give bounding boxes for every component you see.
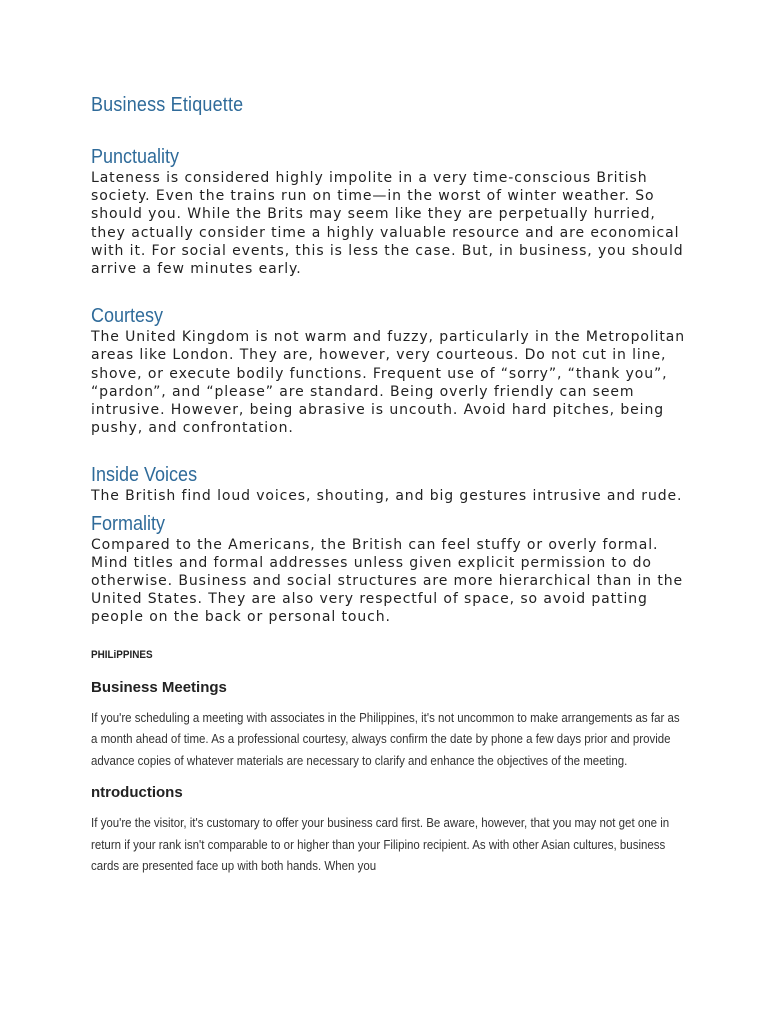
section-inside-voices	[91, 463, 691, 505]
subsection-body: If you're scheduling a meeting with associates in the Philippines, it's not uncommon to make arrangements as far as a month ahead of time. As a professional courtesy, always confirm the date by phone a few days prior and provide advance copies of whatever materials are necessary to clarify and enhance the objectives of the meeting.	[91, 710, 680, 768]
subsection-heading: Business Meetings	[91, 678, 227, 696]
section-punctuality	[91, 145, 691, 278]
spacer	[91, 437, 691, 463]
section-body: Lateness is considered highly impolite in a very time-conscious British society. Even the trains run on time—in the worst of winter weather. So should you. While the Brits may seem like they are perpetually hurried, they actually consider time a highly valuable resource and are economical with it. For social events, this is less the case. But, in business, you should arrive a few minutes early.	[91, 170, 684, 278]
section-body: The British find loud voices, shouting, and big gestures intrusive and rude.	[91, 488, 683, 505]
section-formality	[91, 512, 691, 627]
section-heading: Courtesy	[91, 305, 164, 328]
subsection-business-meetings	[91, 679, 691, 773]
section-body: The United Kingdom is not warm and fuzzy, particularly in the Metropolitan areas like London. They are, however, very courteous. Do not cut in line, shove, or execute bodily functions. Frequent use of “sorry”, “thank you”, “pardon”, and “please” are standard. Being overly friendly can seem intrusive. However, being abrasive is uncouth. Avoid hard pitches, being pushy, and confrontation.	[91, 329, 686, 437]
section-courtesy	[91, 304, 691, 437]
subsection-body: If you're the visitor, it's customary to offer your business card first. Be aware, however, that you may not get one in return if your rank isn't comparable to or higher than your Filipino recipient. As with other Asian cultures, business cards are presented face up with both hands. When you	[91, 816, 670, 874]
document-content	[91, 94, 691, 890]
country-label: PHILiPPINES	[91, 648, 153, 661]
page-title: Business Etiquette	[91, 94, 244, 116]
section-heading: Formality	[91, 512, 166, 535]
subsection-heading: ntroductions	[91, 784, 183, 802]
section-heading: Inside Voices	[91, 464, 198, 487]
spacer	[91, 278, 691, 304]
section-heading: Punctuality	[91, 146, 180, 168]
subsection-introductions	[91, 784, 691, 878]
section-body: Compared to the Americans, the British can feel stuffy or overly formal. Mind titles and formal addresses unless given explicit permission to do otherwise. Business and social structures are more hierarchical than in the United States. They are also very respectful of space, so avoid patting people on the back or personal touch.	[91, 536, 684, 626]
